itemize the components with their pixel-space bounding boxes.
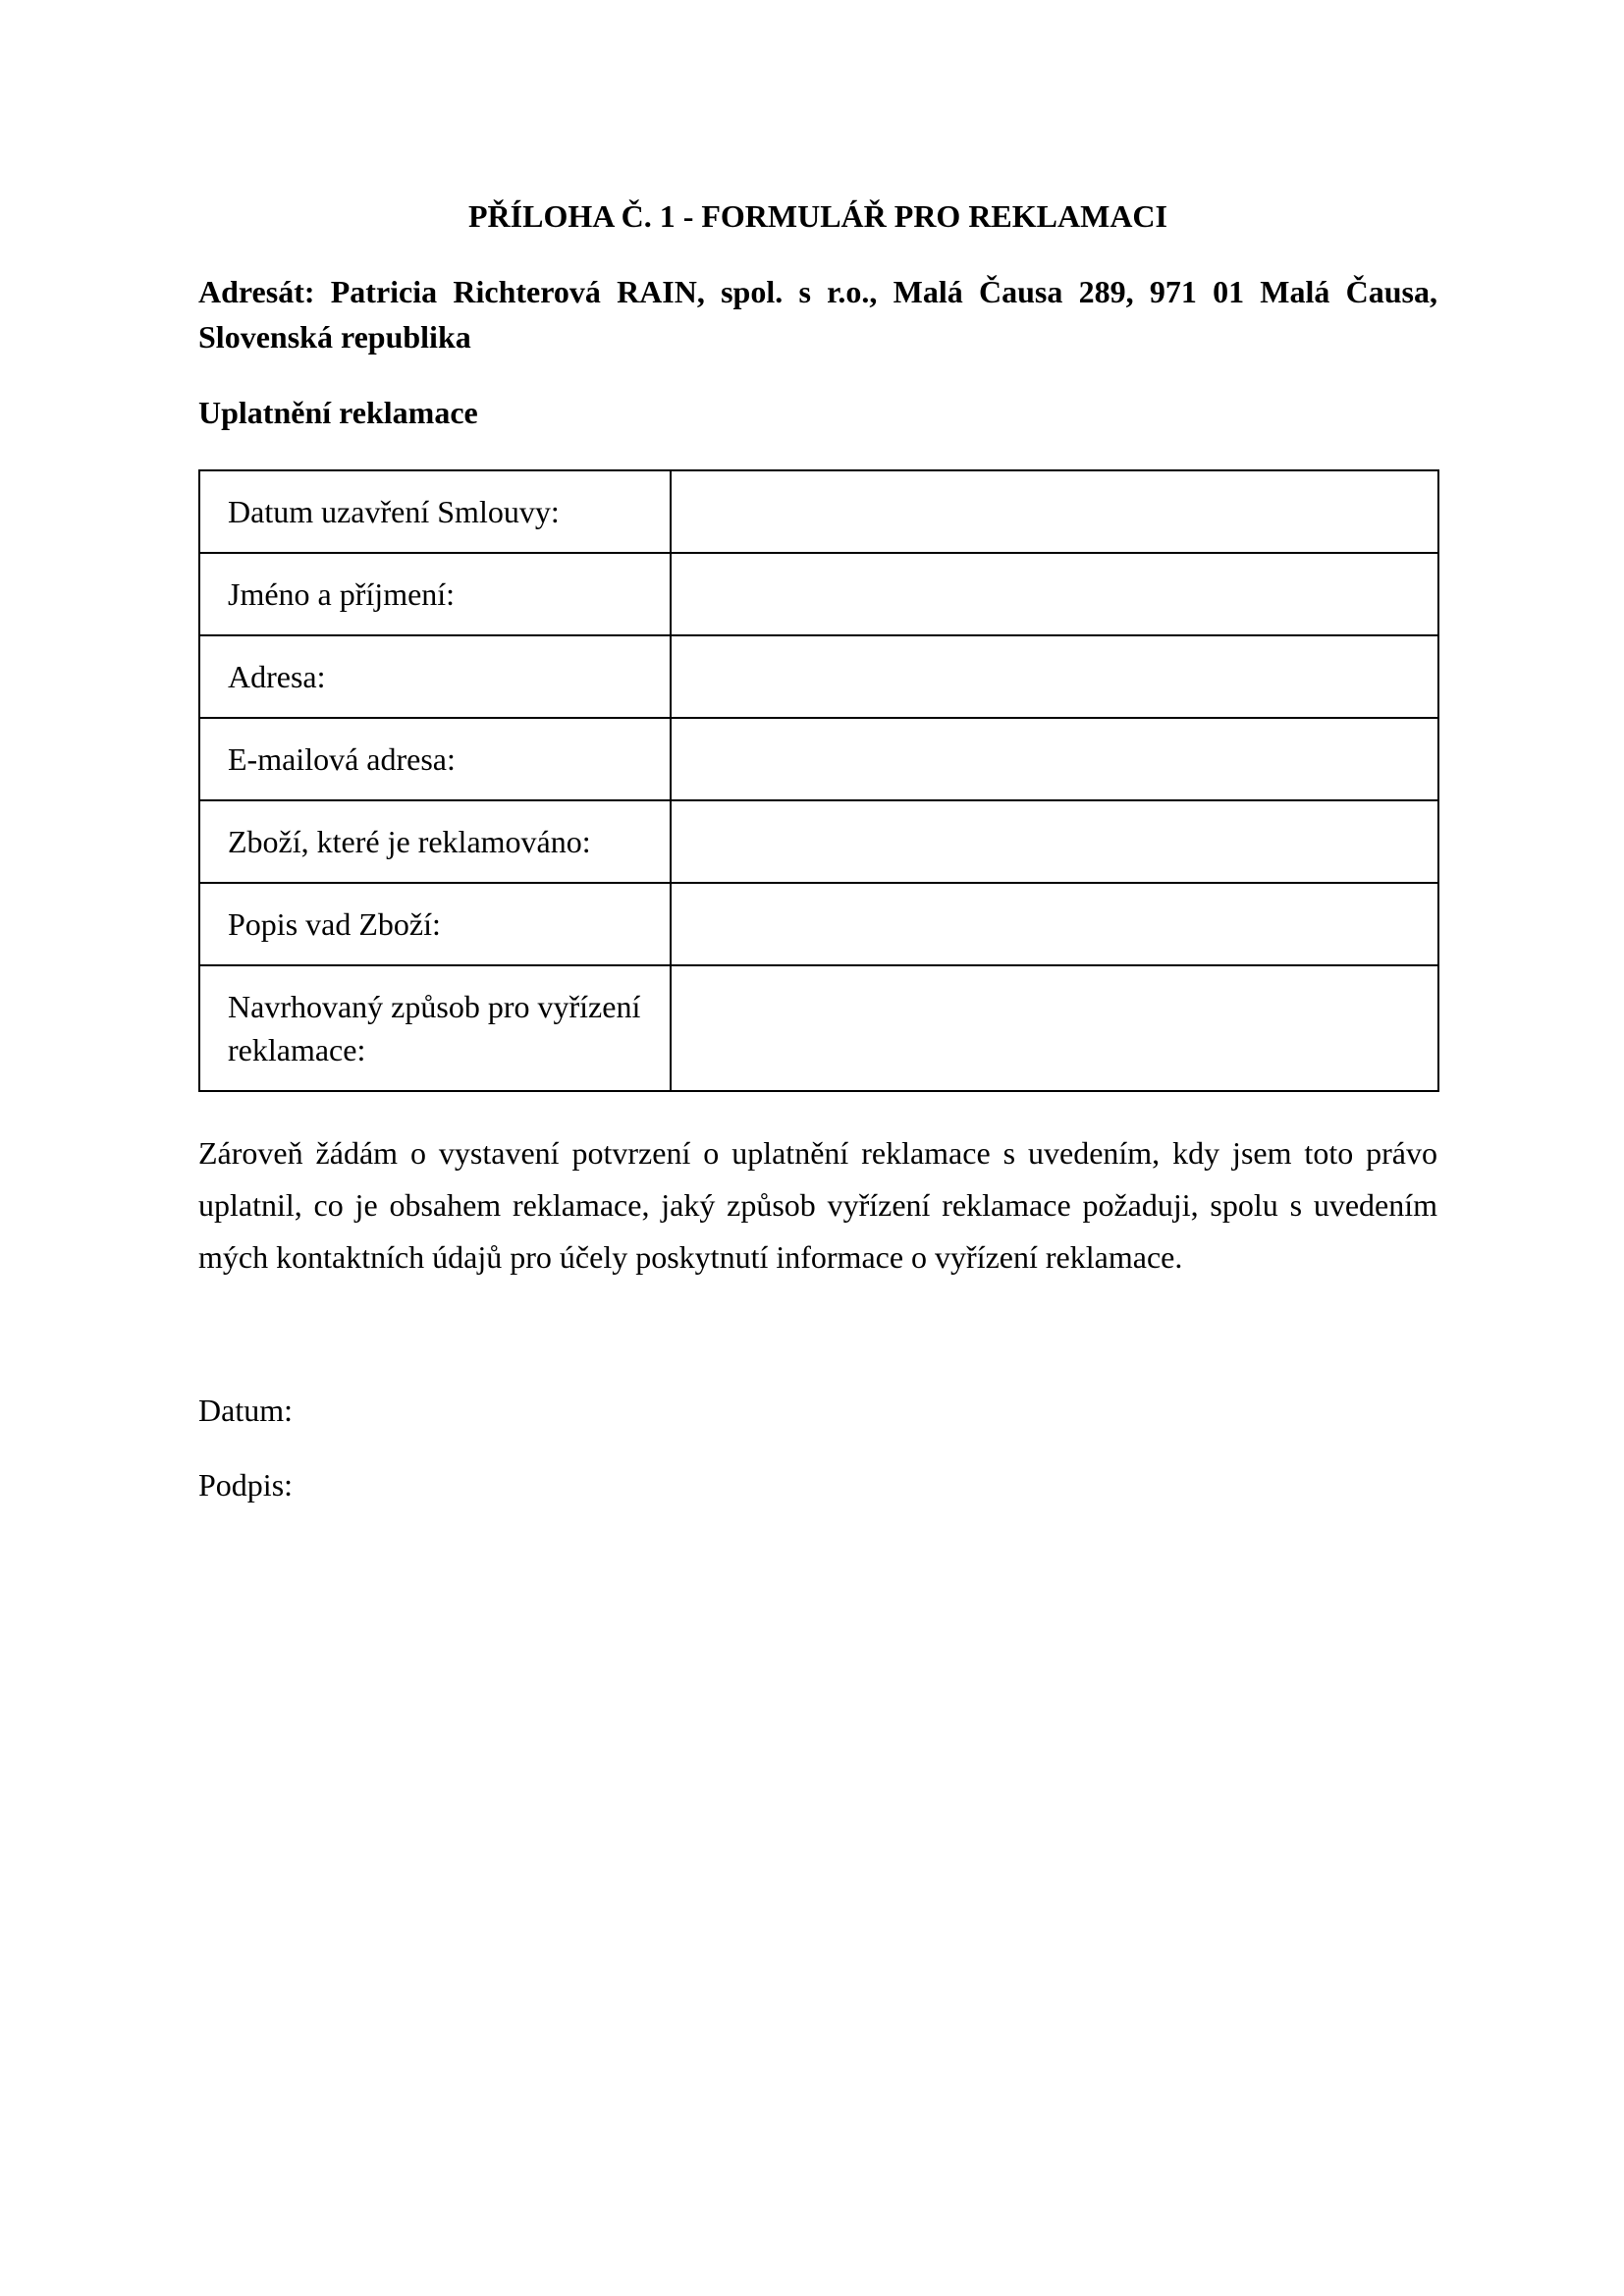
form-value-field[interactable] <box>671 635 1438 718</box>
form-value-field[interactable] <box>671 883 1438 965</box>
addressee-line: Adresát: Patricia Richterová RAIN, spol. s r.o., Malá Čausa 289, 971 01 Malá Čausa, Slovenská republika <box>198 274 1437 355</box>
form-value-field[interactable] <box>671 718 1438 800</box>
section-heading: Uplatnění reklamace <box>198 395 478 430</box>
form-value-field[interactable] <box>671 553 1438 635</box>
form-label: E-mailová adresa: <box>199 718 671 800</box>
date-label: Datum: <box>198 1393 293 1428</box>
form-label: Adresa: <box>199 635 671 718</box>
form-row-address <box>199 635 1438 718</box>
form-value-field[interactable] <box>671 965 1438 1091</box>
form-row-proposed-resolution <box>199 965 1438 1091</box>
complaint-form-table <box>198 469 1439 1092</box>
confirmation-request-paragraph: Zároveň žádám o vystavení potvrzení o uplatnění reklamace s uvedením, kdy jsem toto právo uplatnil, co je obsahem reklamace, jaký způsob vyřízení reklamace požaduji, spolu s uvedením mých kontaktních údajů pro účely poskytnutí informace o vyřízení reklamace. <box>198 1135 1437 1275</box>
form-row-name <box>199 553 1438 635</box>
form-label: Zboží, které je reklamováno: <box>199 800 671 883</box>
form-label: Popis vad Zboží: <box>199 883 671 965</box>
form-label: Datum uzavření Smlouvy: <box>199 470 671 553</box>
form-value-field[interactable] <box>671 470 1438 553</box>
form-label: Navrhovaný způsob pro vyřízení reklamace: <box>199 965 671 1091</box>
form-value-field[interactable] <box>671 800 1438 883</box>
signature-label: Podpis: <box>198 1467 294 1503</box>
form-row-defect-description <box>199 883 1438 965</box>
document-title: PŘÍLOHA Č. 1 - FORMULÁŘ PRO REKLAMACI <box>468 198 1167 234</box>
form-row-email <box>199 718 1438 800</box>
form-label: Jméno a příjmení: <box>199 553 671 635</box>
form-row-goods <box>199 800 1438 883</box>
form-row-contract-date <box>199 470 1438 553</box>
